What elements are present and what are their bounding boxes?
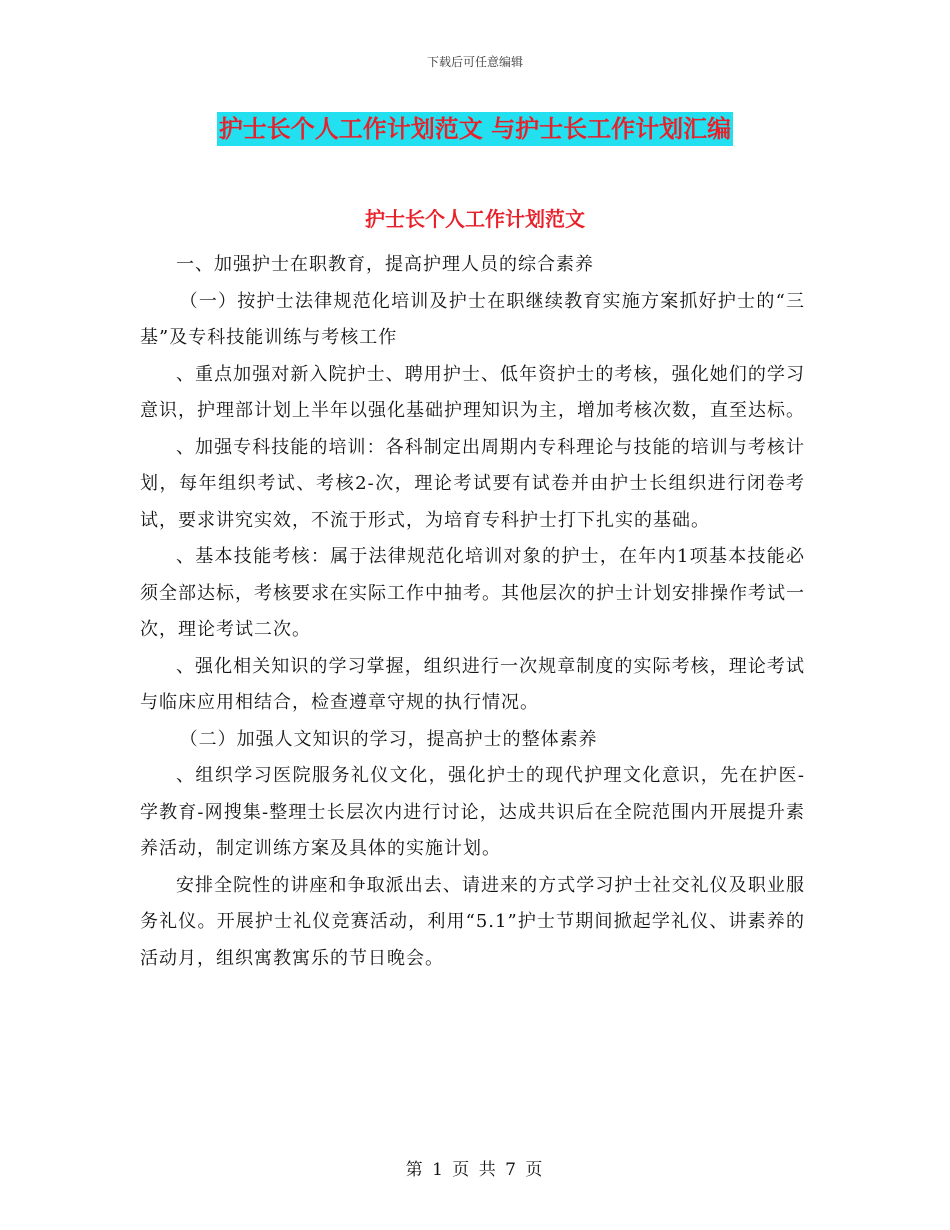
section-title: 护士长个人工作计划范文 xyxy=(365,207,585,231)
paragraph: 安排全院性的讲座和争取派出去、请进来的方式学习护士社交礼仪及职业服务礼仪。开展护士礼仪竞赛活动，利用“5.1”护士节期间掀起学礼仪、讲素养的活动月，组织寓教寓乐的节日晚会。 xyxy=(140,874,805,969)
paragraph: （一）按护士法律规范化培训及护士在职继续教育实施方案抓好护士的“三基”及专科技能训练与考核工作 xyxy=(140,290,805,348)
paragraph: （二）加强人文知识的学习，提高护士的整体素养 xyxy=(179,728,598,750)
page-indicator: 第 1 页 共 7 页 xyxy=(405,1160,545,1180)
document-title-text: 护士长个人工作计划范文 与护士长工作计划汇编 xyxy=(217,112,733,146)
header-note: 下载后可任意编辑 xyxy=(426,55,523,69)
paragraph: 、组织学习医院服务礼仪文化，强化护士的现代护理文化意识，先在护医-学教育-网搜集-整理士长层次内进行讨论，达成共识后在全院范围内开展提升素养活动，制定训练方案及具体的实施计划。 xyxy=(140,765,805,859)
paragraph: 、重点加强对新入院护士、聘用护士、低年资护士的考核，强化她们的学习意识，护理部计划上半年以强化基础护理知识为主，增加考核次数，直至达标。 xyxy=(140,363,805,421)
document-body xyxy=(140,247,805,977)
paragraph: 一、加强护士在职教育，提高护理人员的综合素养 xyxy=(176,254,594,275)
document-title xyxy=(0,112,950,146)
paragraph: 、基本技能考核：属于法律规范化培训对象的护士，在年内1项基本技能必须全部达标，考核要求在实际工作中抽考。其他层次的护士计划安排操作考试一次，理论考试二次。 xyxy=(140,546,805,640)
paragraph: 、强化相关知识的学习掌握，组织进行一次规章制度的实际考核，理论考试与临床应用相结合，检查遵章守规的执行情况。 xyxy=(140,655,805,713)
paragraph: 、加强专科技能的培训：各科制定出周期内专科理论与技能的培训与考核计划，每年组织考试、考核2-次，理论考试要有试卷并由护士长组织进行闭卷考试，要求讲究实效，不流于形式，为培育专科护士打下扎实的基础。 xyxy=(140,436,805,531)
